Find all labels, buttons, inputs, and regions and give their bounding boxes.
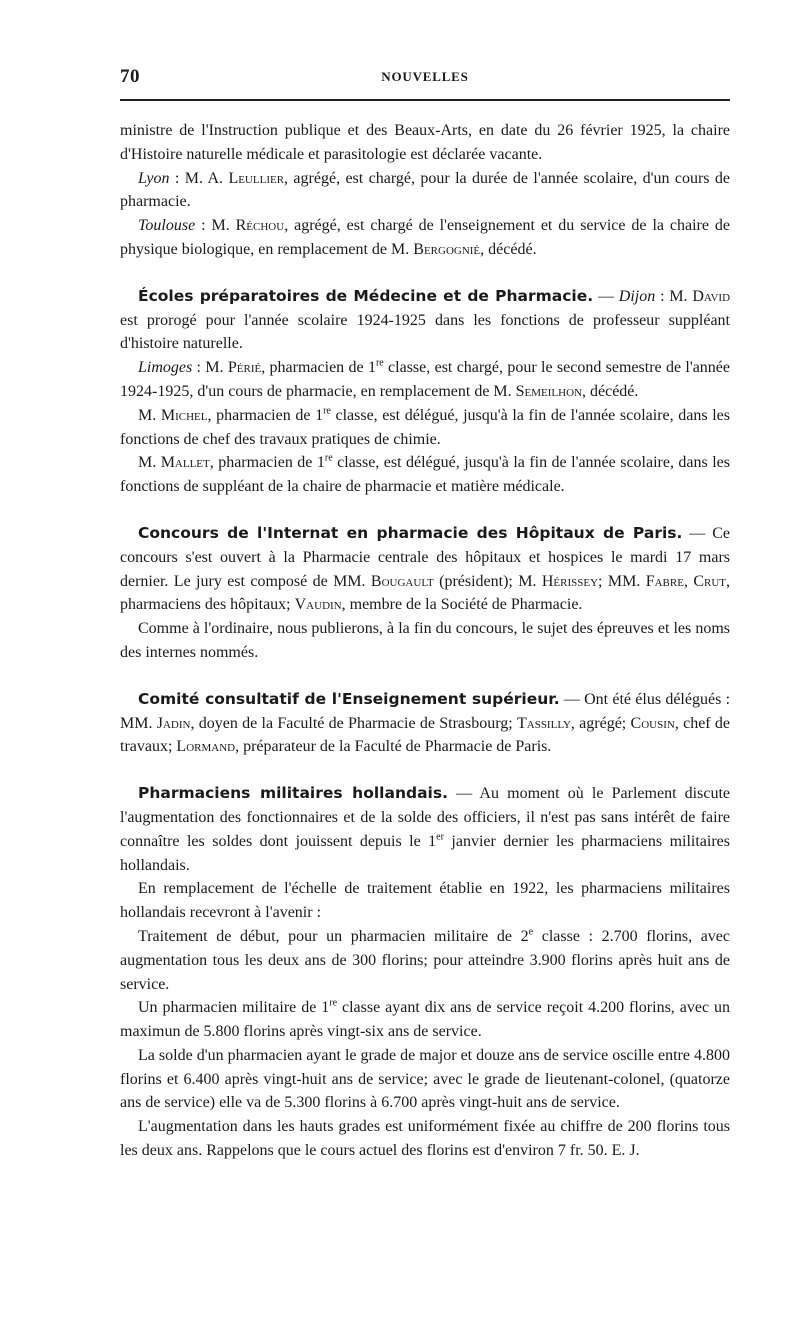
page-body [120,119,730,1163]
section-gap [120,759,730,782]
pharmaciens-paragraph-6: L'augmentation dans les hauts grades est uniformément fixée au chiffre de 200 florins tous les deux ans. Rappelons que le cours actuel des florins est d'environ 7 fr. 50. E. J. [120,1118,730,1160]
concours-paragraph-2: Comme à l'ordinaire, nous publierons, à la fin du concours, le sujet des épreuves et les noms des internes nommés. [120,620,730,661]
chaires-paragraph-1: ministre de l'Instruction publique et des Beaux-Arts, en date du 26 février 1925, la chaire d'Histoire naturelle médicale et parasitologie est déclarée vacante. [120,122,730,163]
pharmaciens-paragraph-4: Un pharmacien militaire de 1re classe ayant dix ans de service reçoit 4.200 florins, avec un maximun de 5.800 florins après vingt-six ans de service. [120,997,731,1041]
ecoles-paragraph-mallet: M. Mallet, pharmacien de 1re classe, est délégué, jusqu'à la fin de l'année scolaire, dans les fonctions de suppléant de la chaire de pharmacie et matière médicale. [120,453,730,496]
pharmaciens-paragraph-3: Traitement de début, pour un pharmacien militaire de 2e classe : 2.700 florins, avec augmentation tous les deux ans de 300 florins; pour atteindre 3.900 florins après huit ans de service. [120,926,731,993]
ecoles-paragraph-dijon: Écoles préparatoires de Médecine et de Pharmacie. — Dijon : M. David est prorogé pour l'année scolaire 1924-1925 dans les fonctions de professeur suppléant d'histoire naturelle. [120,286,731,353]
pharmaciens-paragraph-1: Pharmaciens militaires hollandais. — Au moment où le Parlement discute l'augmentation des fonctionnaires et de la solde des officiers, il n'est pas sans intérêt de faire connaître les soldes dont jouissent depuis le 1er janvier dernier les pharmaciens militaires hollandais. [120,784,731,874]
running-title: NOUVELLES [381,69,469,84]
chaires-paragraph-lyon: Lyon : M. A. Leullier, agrégé, est chargé, pour la durée de l'année scolaire, d'un cours de pharmacie. [120,169,731,211]
signature: E. J. [611,1142,640,1160]
pharmaciens-heading: Pharmaciens militaires hollandais. [138,784,448,803]
comite-heading: Comité consultatif de l'Enseignement supérieur. [138,689,560,708]
chaires-paragraph-toulouse: Toulouse : M. Réchou, agrégé, est chargé de l'enseignement et du service de la chaire de physique biologique, en remplacement de M. Bergognié, décédé. [120,217,731,258]
concours-paragraph-1: Concours de l'Internat en pharmacie des Hôpitaux de Paris. — Ce concours s'est ouvert à la Pharmacie centrale des hôpitaux et hospices le mardi 17 mars dernier. Le jury est composé de MM. Bougault (président); M. Hérissey; MM. Fabre, Crut, pharmaciens des hôpitaux; Vaudin, membre de la Société de Pharmacie. [120,523,731,614]
concours-heading: Concours de l'Internat en pharmacie des Hôpitaux de Paris. [138,523,683,542]
header-rule [120,99,730,101]
section-gap [120,665,730,688]
ecoles-paragraph-limoges: Limoges : M. Périé, pharmacien de 1re classe, est chargé, pour le second semestre de l'année 1924-1925, d'un cours de pharmacie, en remplacement de M. Semeilhon, décédé. [120,357,731,400]
ecoles-heading: Écoles préparatoires de Médecine et de Pharmacie. [138,286,594,305]
comite-paragraph: Comité consultatif de l'Enseignement supérieur. — Ont été élus délégués : MM. Jadin, doyen de la Faculté de Pharmacie de Strasbourg; Tassilly, agrégé; Cousin, chef de travaux; Lormand, préparateur de la Faculté de Pharmacie de Paris. [120,689,731,756]
page-number: 70 [120,66,140,87]
section-gap [120,262,730,285]
page-header [120,66,730,90]
section-gap [120,499,730,522]
pharmaciens-paragraph-2: En remplacement de l'échelle de traitement établie en 1922, les pharmaciens militaires hollandais recevront à l'avenir : [120,880,730,922]
ecoles-paragraph-michel: M. Michel, pharmacien de 1re classe, est délégué, jusqu'à la fin de l'année scolaire, dans les fonctions de chef des travaux pratiques de chimie. [120,405,731,448]
pharmaciens-paragraph-5: La solde d'un pharmacien ayant le grade de major et douze ans de service oscille entre 4.800 florins et 6.400 après vingt-huit ans de service; avec le grade de lieutenant-colonel, (quatorze ans de service) elle va de 5.300 florins à 6.700 après vingt-huit ans de service. [120,1046,730,1112]
